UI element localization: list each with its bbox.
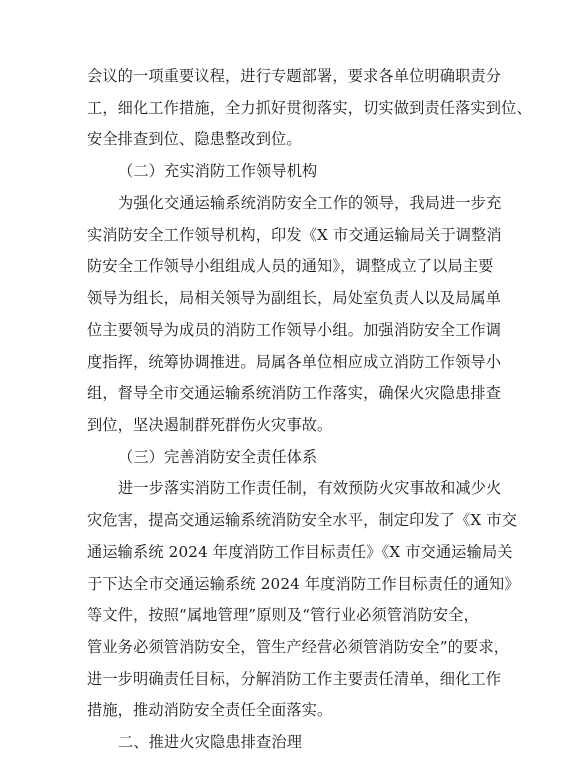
text-line-11: 组，督导全市交通运输系统消防工作落实，确保火灾隐患排查 bbox=[87, 384, 502, 402]
text-line-20: 进一步明确责任目标，分解消防工作主要责任清单，细化工作 bbox=[87, 670, 502, 688]
text-line-19: 管业务必须管消防安全，管生产经营必须管消防安全”的要求， bbox=[87, 638, 510, 656]
text-line-2: 工，细化工作措施，全力抓好贯彻落实，切实做到责任落实到位、 bbox=[87, 99, 532, 117]
text-line-1: 会议的一项重要议程，进行专题部署，要求各单位明确职责分 bbox=[87, 67, 502, 85]
text-line-8: 领导为组长，局相关领导为副组长，局处室负责人以及局属单 bbox=[87, 289, 502, 307]
text-line-14: 进一步落实消防工作责任制，有效预防火灾事故和减少火 bbox=[118, 479, 502, 497]
text-line-9: 位主要领导为成员的消防工作领导小组。加强消防安全工作调 bbox=[87, 321, 502, 339]
text-line-5: 为强化交通运输系统消防安全工作的领导，我局进一步充 bbox=[118, 194, 502, 212]
text-line-21: 措施，推动消防安全责任全面落实。 bbox=[87, 701, 333, 719]
text-line-12: 到位，坚决遏制群死群伤火灾事故。 bbox=[87, 416, 333, 434]
text-line-18: 等文件，按照“属地管理”原则及“管行业必须管消防安全， bbox=[87, 606, 479, 624]
text-line-15: 灾危害，提高交通运输系统消防安全水平，制定印发了《X 市交 bbox=[87, 511, 518, 529]
section-heading-2: （二）充实消防工作领导机构 bbox=[118, 162, 318, 180]
text-line-10: 度指挥，统筹协调推进。局属各单位相应成立消防工作领导小 bbox=[87, 353, 502, 371]
text-line-3: 安全排查到位、隐患整改到位。 bbox=[87, 130, 302, 148]
text-line-17: 于下达全市交通运输系统 2024 年度消防工作目标责任的通知》 bbox=[87, 575, 520, 593]
section-heading-two: 二、推进火灾隐患排查治理 bbox=[118, 733, 303, 751]
text-line-7: 防安全工作领导小组组成人员的通知》，调整成立了以局主要 bbox=[87, 257, 494, 275]
text-line-16: 通运输系统 2024 年度消防工作目标责任》《X 市交通运输局关 bbox=[87, 543, 513, 561]
text-line-6: 实消防安全工作领导机构，印发《X 市交通运输局关于调整消 bbox=[87, 226, 502, 244]
section-heading-3: （三）完善消防安全责任体系 bbox=[118, 448, 318, 466]
